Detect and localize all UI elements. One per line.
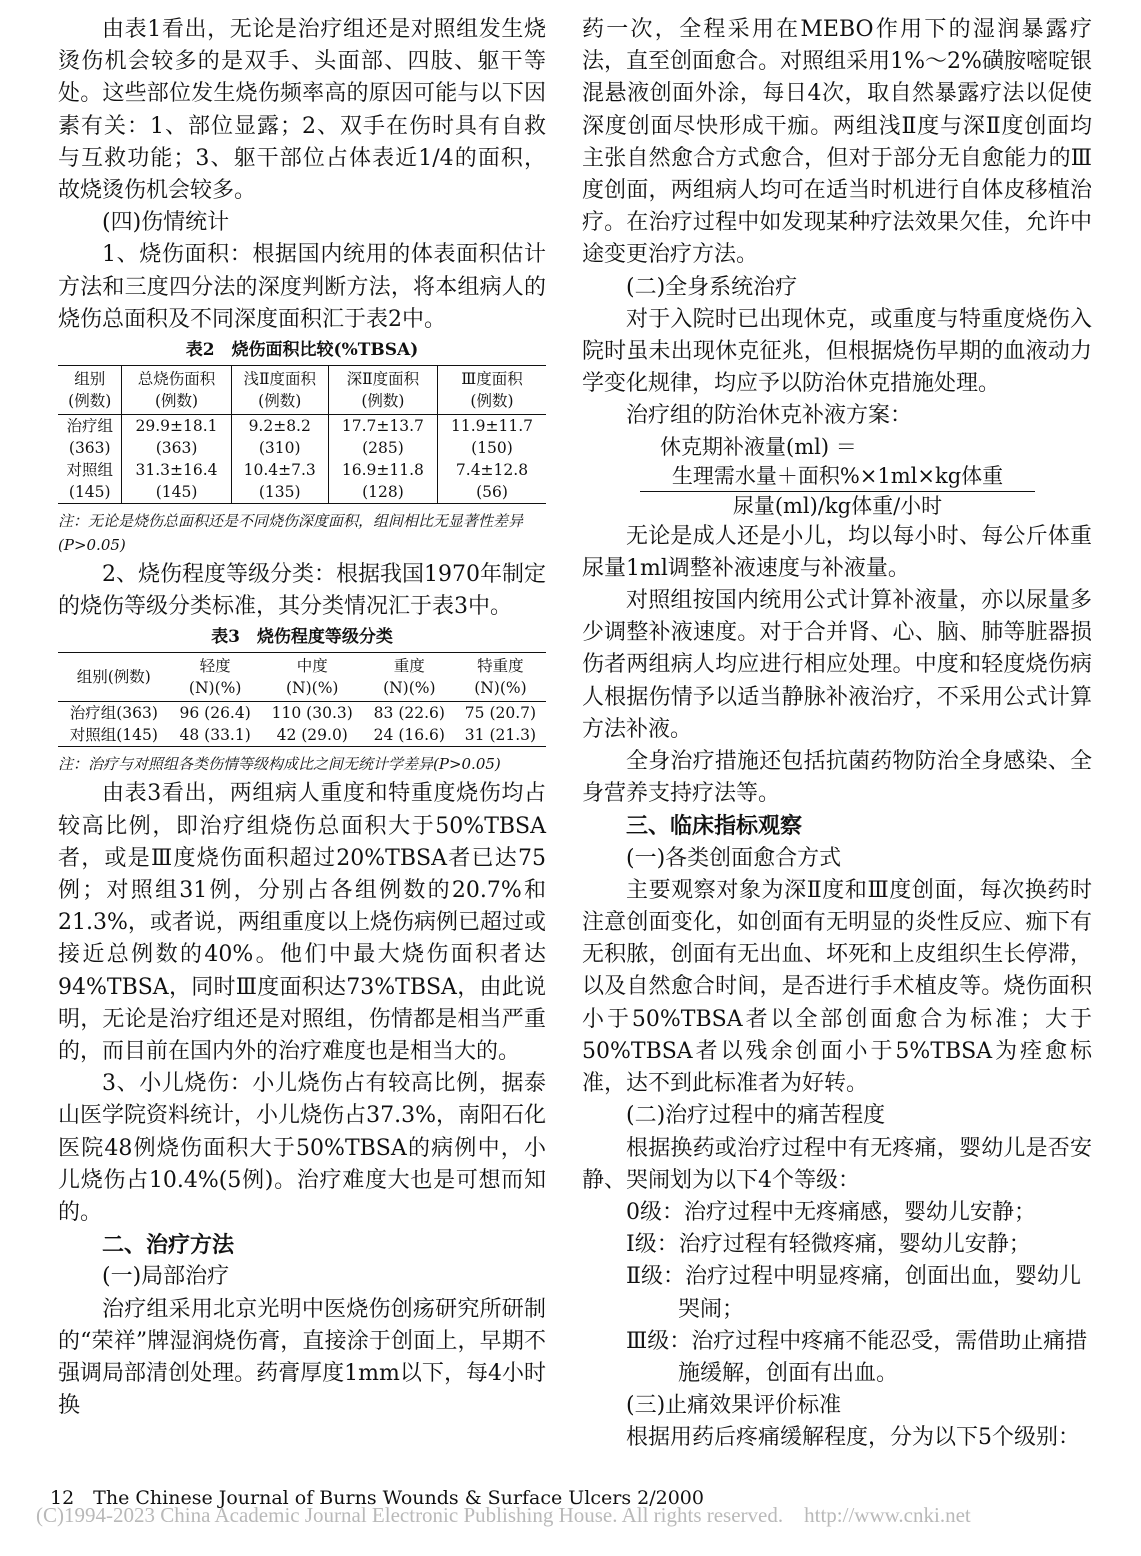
table-row: [58, 459, 546, 481]
table-header-cell: 重度 (N)(%): [364, 653, 455, 702]
table-header-cell: 特重度 (N)(%): [455, 653, 546, 702]
table-cell: 110 (30.3): [271, 704, 353, 723]
table-header-cell: Ⅲ度面积 (例数): [437, 366, 546, 415]
table-3-block: [58, 625, 546, 776]
fluid-formula: [582, 433, 1092, 521]
table-row: [58, 724, 546, 747]
table-cell: (363): [122, 437, 231, 459]
table-cell: (145): [122, 481, 231, 504]
page-footer: 12 The Chinese Journal of Burns Wounds & Surface Ulcers 2/2000: [50, 1487, 704, 1509]
subsection-heading-evaluation: (三)止痛效果评价标准: [626, 1393, 842, 1419]
pain-grade-3: Ⅲ级：治疗过程中疼痛不能忍受，需借助止痛措: [626, 1328, 1088, 1354]
table-cell: (150): [437, 437, 546, 459]
table-cell: (363): [68, 439, 111, 458]
formula-numerator: 生理需水量＋面积%×1ml×kg体重: [640, 462, 1035, 492]
pain-grade-2-cont: 哭闹；: [678, 1296, 745, 1322]
formula-denominator: 尿量(ml)/kg体重/小时: [732, 493, 943, 518]
table-cell: 治疗组(363): [69, 704, 158, 723]
table-3: [58, 652, 546, 747]
table-cell: 对照组: [66, 461, 113, 480]
paragraph-table-3-analysis: 由表3看出，两组病人重度和特重度烧伤均占较高比例，即治疗组烧伤总面积大于50%TBSA者，或是Ⅲ度烧伤面积超过20%TBSA者已达75例；对照组31例，分别占各组例数的20.7%和21.3%，或者说，两组重度以上烧伤病例已超过或接近总例数的40%。他们中最大烧伤面积者达94%TBSA，同时Ⅲ度面积达73%TBSA，由此说明，无论是治疗组还是对照组，伤情都是相当严重的，而目前在国内外的治疗难度也是相当大的。: [58, 781, 546, 1065]
table-cell: 7.4±12.8: [437, 459, 546, 481]
table-cell: 48 (33.1): [179, 726, 251, 745]
paragraph-healing: 主要观察对象为深Ⅱ度和Ⅲ度创面，每次换药时注意创面变化，如创面有无明显的炎性反应、痂下有无积脓，创面有无出血、坏死和上皮组织生长停滞，以及自然愈合时间，是否进行手术植皮等。烧伤面积小于50%TBSA者以全部创面愈合为标准；大于50%TBSA者以残余创面小于5%TBSA为痊愈标准，达不到此标准者为好转。: [582, 877, 1092, 1097]
table-cell: 24 (16.6): [373, 726, 445, 745]
table-row: [58, 415, 546, 438]
paragraph-child-burns: 3、小儿烧伤：小儿烧伤占有较高比例，据泰山医学院资料统计，小儿烧伤占37.3%，南阳石化医院48例烧伤面积大于50%TBSA的病例中，小儿烧伤占10.4%(5例)。治疗难度大也是可想而知的。: [58, 1071, 546, 1226]
table-row: [58, 702, 546, 725]
subsection-heading-local: (一)局部治疗: [102, 1264, 230, 1290]
subsection-heading-systemic: (二)全身系统治疗: [626, 274, 798, 300]
table-cell: (128): [328, 481, 437, 504]
table-header-cell: 组别 (例数): [58, 366, 122, 415]
table-2-block: [58, 338, 546, 557]
table-cell: 17.7±13.7: [328, 415, 437, 438]
table-cell: 96 (26.4): [179, 704, 251, 723]
paragraph-local-treatment: 治疗组采用北京光明中医烧伤创疡研究所研制的“荣祥”牌湿润烧伤膏，直接涂于创面上，早期不强调局部清创处理。药膏厚度1mm以下，每4小时换: [58, 1296, 546, 1419]
left-column: [58, 14, 546, 1423]
section-heading-injury-stats: (四)伤情统计: [102, 210, 230, 236]
table-header-cell: 浅Ⅱ度面积 (例数): [231, 366, 328, 415]
table-header-row: [58, 366, 546, 415]
table-cell: 31 (21.3): [464, 726, 537, 745]
pain-grade-0: 0级：治疗过程中无疼痛感，婴幼儿安静；: [626, 1199, 1036, 1225]
table-header-cell: 中度 (N)(%): [261, 653, 364, 702]
paragraph-pain: 根据换药或治疗过程中有无疼痛，婴幼儿是否安静、哭闹划为以下4个等级：: [582, 1135, 1092, 1193]
paragraph-local-treatment-cont: 药一次，全程采用在MEBO作用下的湿润暴露疗法，直至创面愈合。对照组采用1%～2%磺胺嘧啶银混悬液创面外涂，每日4次，取自然暴露疗法以促使深度创面尽快形成干痂。两组浅Ⅱ度与深Ⅱ度创面均主张自然愈合方式愈合，但对于部分无自愈能力的Ⅲ度创面，两组病人均可在适当时机进行自体皮移植治疗。在治疗过程中如发现某种疗法效果欠佳，允许中途变更治疗方法。: [582, 17, 1092, 268]
table-header-row: [58, 653, 546, 702]
pain-grade-1: Ⅰ级：治疗过程有轻微疼痛，婴幼儿安静；: [626, 1232, 1031, 1258]
table-cell: 16.9±11.8: [328, 459, 437, 481]
table-cell: (310): [231, 437, 328, 459]
paragraph-shock: 对于入院时已出现休克，或重度与特重度烧伤入院时虽未出现休克征兆，但根据烧伤早期的血液动力学变化规律，均应予以防治休克措施处理。: [582, 306, 1092, 397]
paragraph-grade-classification: 2、烧伤程度等级分类：根据我国1970年制定的烧伤等级分类标准，其分类情况汇于表3中。: [58, 562, 546, 620]
table-cell: 42 (29.0): [276, 726, 348, 745]
table-cell: 31.3±16.4: [122, 459, 231, 481]
paragraph-burn-area: 1、烧伤面积：根据国内统用的体表面积估计方法和三度四分法的深度判断方法，将本组病人的烧伤总面积及不同深度面积汇于表2中。: [58, 242, 546, 332]
table-3-note: 注：治疗与对照组各类伤情等级构成比之间无统计学差异(P>0.05): [58, 755, 501, 774]
paragraph-whole-body: 全身治疗措施还包括抗菌药物防治全身感染、全身营养支持疗法等。: [582, 749, 1092, 807]
paragraph-evaluation: 根据用药后疼痛缓解程度，分为以下5个级别：: [626, 1425, 1080, 1451]
subsection-heading-healing: (一)各类创面愈合方式: [626, 845, 842, 871]
table-cell: 29.9±18.1: [122, 415, 231, 438]
paragraph-urine: 无论是成人还是小儿，均以每小时、每公斤体重尿量1ml调整补液速度与补液量。: [582, 523, 1092, 581]
copyright-watermark: (C)1994-2023 China Academic Journal Electronic Publishing House. All rights reserved. http://www.cnki.net: [36, 1503, 971, 1527]
table-cell: 10.4±7.3: [231, 459, 328, 481]
table-2-note: 注：无论是烧伤总面积还是不同烧伤深度面积，组间相比无显著性差异(P>0.05): [58, 512, 524, 555]
formula-fraction: [582, 462, 1035, 521]
table-cell: 对照组(145): [69, 726, 158, 745]
table-header-cell: 轻度 (N)(%): [170, 653, 261, 702]
table-2: [58, 365, 546, 504]
table-3-caption: 表3 烧伤程度等级分类: [211, 627, 393, 648]
table-header-cell: 组别(例数): [58, 653, 170, 702]
paragraph-control-fluid: 对照组按国内统用公式计算补液量，亦以尿量多少调整补液速度。对于合并肾、心、脑、肺等脏器损伤者两组病人均应进行相应处理。中度和轻度烧伤病人根据伤情予以适当静脉补液治疗，不采用公式计算方法补液。: [582, 588, 1092, 742]
formula-lhs: 休克期补液量(ml) ＝: [660, 434, 857, 459]
table-header-cell: 总烧伤面积 (例数): [122, 366, 231, 415]
section-heading-clinical: 三、临床指标观察: [626, 813, 803, 840]
pain-grade-2: Ⅱ级：治疗过程中明显疼痛，创面出血，婴幼儿: [626, 1264, 1081, 1290]
table-row: [58, 481, 546, 504]
table-cell: 9.2±8.2: [231, 415, 328, 438]
table-cell: (145): [68, 483, 111, 502]
table-row: [58, 437, 546, 459]
table-cell: (135): [231, 481, 328, 504]
table-cell: 83 (22.6): [373, 704, 445, 723]
right-column: [582, 14, 1092, 1455]
table-cell: 75 (20.7): [464, 704, 537, 723]
table-cell: (56): [437, 481, 546, 504]
section-heading-treatment: 二、治疗方法: [102, 1232, 235, 1259]
paragraph-body-sites: 由表1看出，无论是治疗组还是对照组发生烧烫伤机会较多的是双手、头面部、四肢、躯干等处。这些部位发生烧伤频率高的原因可能与以下因素有关：1、部位显露；2、双手在伤时具有自救与互救功能；3、躯干部位占体表近1/4的面积，故烧烫伤机会较多。: [58, 17, 546, 204]
table-2-caption: 表2 烧伤面积比较(%TBSA): [185, 340, 419, 361]
table-header-cell: 深Ⅱ度面积 (例数): [328, 366, 437, 415]
table-cell: 治疗组: [66, 417, 113, 436]
table-cell: (285): [328, 437, 437, 459]
table-cell: 11.9±11.7: [437, 415, 546, 438]
subsection-heading-pain: (二)治疗过程中的痛苦程度: [626, 1103, 886, 1129]
pain-grade-3-cont: 施缓解，创面有出血。: [678, 1360, 899, 1386]
paragraph-fluid-plan: 治疗组的防治休克补液方案：: [626, 403, 913, 429]
